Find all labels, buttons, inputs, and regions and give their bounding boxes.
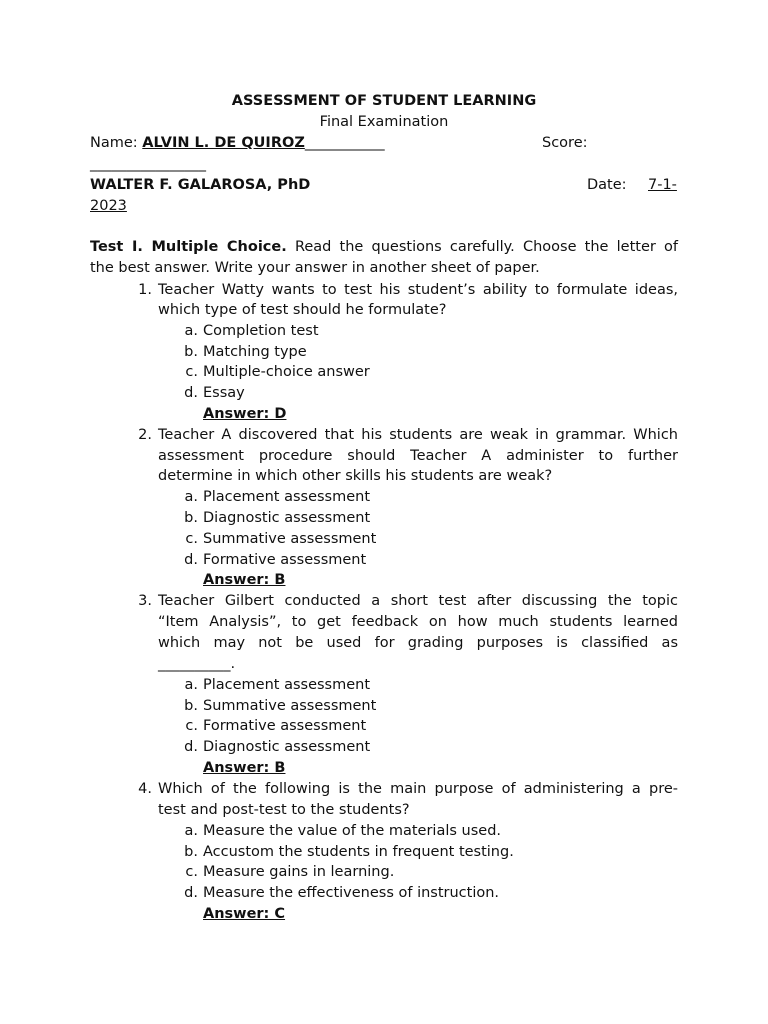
option-letter: a. (184, 323, 198, 339)
option-text: Formative assessment (203, 718, 367, 734)
date-value-part2: 2023 (90, 198, 127, 214)
option-letter: c. (185, 864, 198, 880)
answer-key: Answer: B (203, 760, 286, 776)
option-letter: d. (184, 739, 198, 755)
option-letter: b. (184, 344, 198, 360)
question-text: which may not be used for grading purposes is classified as (158, 635, 678, 651)
answer-key: Answer: D (203, 406, 287, 422)
option-text: Measure the value of the materials used. (203, 823, 502, 839)
option-letter: b. (184, 698, 198, 714)
score-blank: ________________ (90, 156, 206, 172)
test-instructions-line2: the best answer. Write your answer in another sheet of paper. (90, 260, 540, 276)
option-letter: a. (184, 489, 198, 505)
option-text: Summative assessment (203, 531, 377, 547)
page-subtitle: Final Examination (319, 114, 449, 130)
question-text: Teacher Watty wants to test his student’s ability to formulate ideas, (158, 282, 678, 298)
date-label: Date: (587, 177, 627, 193)
question-text: determine in which other skills his students are weak? (158, 468, 553, 484)
question-text: Which of the following is the main purpose of administering a pre- (158, 781, 678, 797)
option-text: Matching type (203, 344, 307, 360)
question-text: “Item Analysis”, to get feedback on how much students learned (158, 614, 678, 630)
option-letter: b. (184, 510, 198, 526)
name-value: ALVIN L. DE QUIROZ (142, 135, 305, 151)
option-letter: c. (185, 531, 198, 547)
option-text: Essay (203, 385, 245, 401)
name-row (90, 133, 385, 154)
option-letter: d. (184, 885, 198, 901)
option-text: Placement assessment (203, 677, 371, 693)
option-text: Summative assessment (203, 698, 377, 714)
instructions-text-1: Read the questions carefully. Choose the letter of (294, 239, 678, 255)
score-label: Score: (542, 135, 588, 151)
answer-key: Answer: C (203, 906, 286, 922)
question-number: 1. (138, 282, 152, 298)
test-instructions-line1 (90, 237, 678, 258)
question-text: which type of test should he formulate? (158, 302, 447, 318)
question-text: Teacher A discovered that his students are weak in grammar. Which (158, 427, 678, 443)
question-text: test and post-test to the students? (158, 802, 410, 818)
option-letter: a. (184, 677, 198, 693)
option-text: Completion test (203, 323, 319, 339)
option-letter: a. (184, 823, 198, 839)
question-text: __________. (158, 656, 236, 672)
option-text: Multiple-choice answer (203, 364, 370, 380)
question-number: 2. (138, 427, 152, 443)
option-text: Diagnostic assessment (203, 739, 371, 755)
date-value-part1: 7-1- (648, 177, 677, 193)
option-text: Diagnostic assessment (203, 510, 371, 526)
option-text: Measure the effectiveness of instruction. (203, 885, 500, 901)
page-title: ASSESSMENT OF STUDENT LEARNING (231, 93, 537, 109)
option-letter: c. (185, 718, 198, 734)
test-heading: Test I. Multiple Choice. (90, 239, 287, 255)
name-blank: ___________ (304, 135, 385, 151)
question-text: assessment procedure should Teacher A administer to further (158, 448, 678, 464)
option-letter: d. (184, 385, 198, 401)
option-text: Measure gains in learning. (203, 864, 395, 880)
question-text: Teacher Gilbert conducted a short test after discussing the topic (158, 593, 678, 609)
instructor-name: WALTER F. GALAROSA, PhD (90, 177, 311, 193)
question-number: 4. (138, 781, 152, 797)
question-number: 3. (138, 593, 152, 609)
option-text: Placement assessment (203, 489, 371, 505)
option-letter: b. (184, 844, 198, 860)
option-text: Formative assessment (203, 552, 367, 568)
option-letter: d. (184, 552, 198, 568)
answer-key: Answer: B (203, 572, 286, 588)
name-label: Name: (90, 135, 138, 151)
option-text: Accustom the students in frequent testing. (203, 844, 514, 860)
option-letter: c. (185, 364, 198, 380)
